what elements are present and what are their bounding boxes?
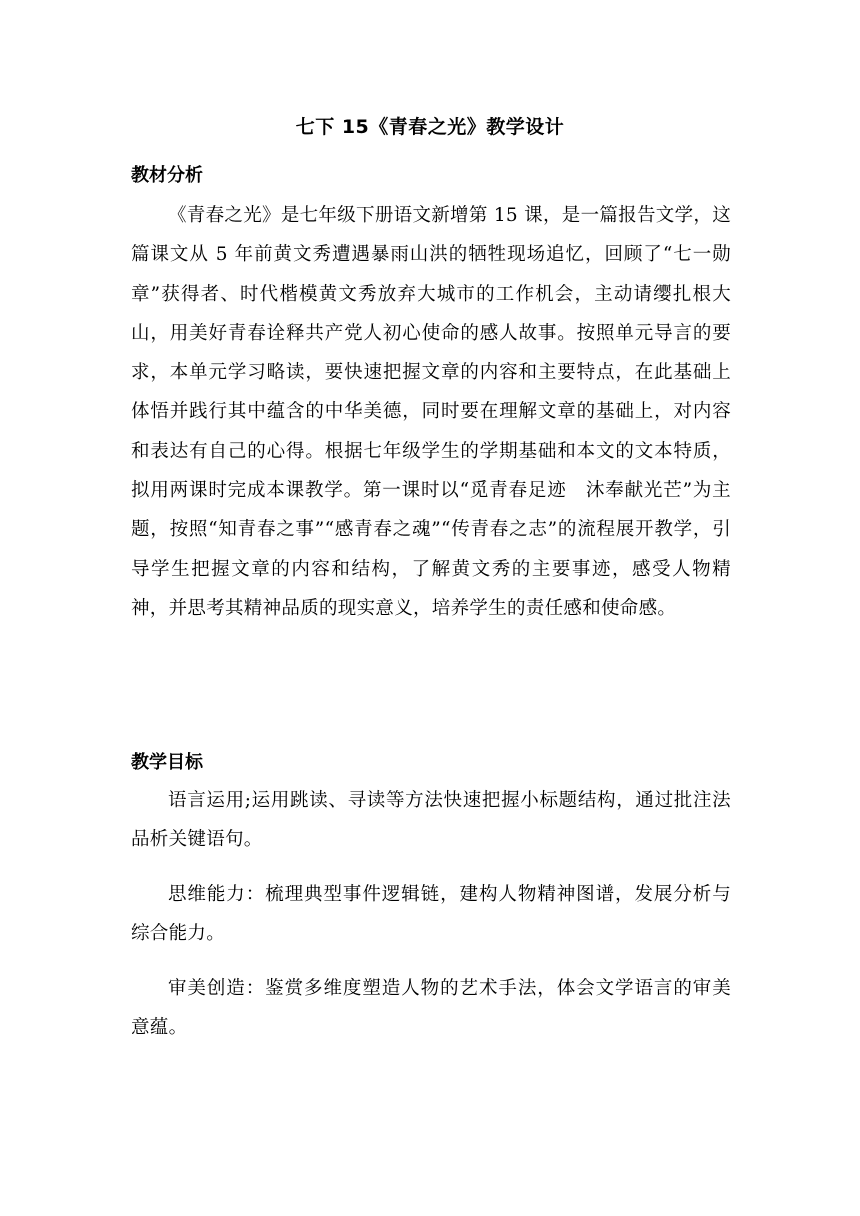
goal-paragraph-language: 语言运用;运用跳读、寻读等方法快速把握小标题结构，通过批注法品析关键语句。 (131, 790, 731, 851)
analysis-paragraph: 《青春之光》是七年级下册语文新增第 15 课，是一篇报告文学，这篇课文从 5 年前黄文秀遭遇暴雨山洪的牺牲现场追忆，回顾了“七一勋章”获得者、时代楷模黄文秀放弃大城市的工作机会，主动请缨扎根大山，用美好青春诠释共产党人初心使命的感人故事。按照单元导言的要求，本单元学习略读，要快速把握文章的内容和主要特点，在此基础上体悟并践行其中蕴含的中华美德，同时要在理解文章的基础上，对内容和表达有自己的心得。根据七年级学生的学期基础和本文的文本特质，拟用两课时完成本课教学。第一课时以“觅青春足迹 沐奉献光芒”为主题，按照“知青春之事”“感青春之魂”“传青春之志”的流程展开教学，引导学生把握文章的内容和结构，了解黄文秀的主要事迹，感受人物精神，并思考其精神品质的现实意义，培养学生的责任感和使命感。 (131, 205, 731, 619)
section-heading-analysis: 教材分析 (131, 165, 203, 186)
goal-paragraph-aesthetic: 审美创造：鉴赏多维度塑造人物的艺术手法，体会文学语言的审美意蕴。 (131, 978, 731, 1039)
document-title: 七下 15《青春之光》教学设计 (295, 116, 565, 138)
section-heading-goals: 教学目标 (131, 752, 203, 773)
goal-paragraph-thinking: 思维能力：梳理典型事件逻辑链，建构人物精神图谱，发展分析与综合能力。 (131, 884, 731, 945)
